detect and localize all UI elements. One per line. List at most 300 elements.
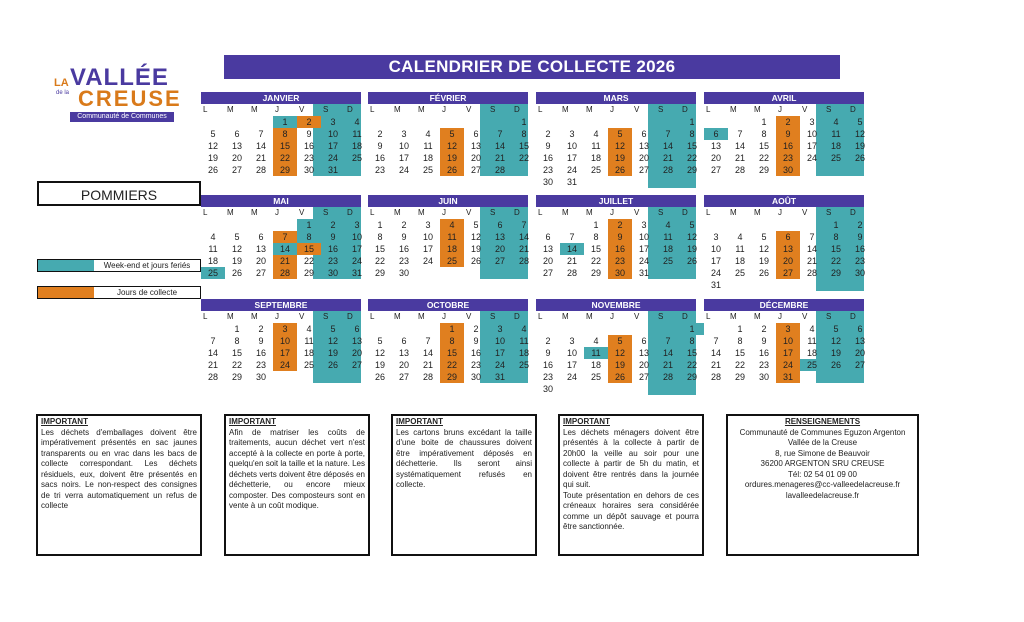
day-cell: 20 (231, 153, 242, 163)
day-cell: 18 (207, 256, 218, 266)
day-cell: 5 (210, 129, 216, 139)
collection-day: 6 (776, 231, 800, 243)
weekday-label: L (203, 312, 208, 321)
day-cell: 27 (351, 360, 362, 370)
collection-day: 22 (273, 152, 297, 164)
weekday-label: M (418, 208, 425, 217)
day-cell: 23 (854, 256, 865, 266)
info-box-dechets-verts (224, 414, 370, 556)
day-cell: 8 (689, 129, 695, 139)
day-cell: 10 (327, 129, 338, 139)
day-cell: 2 (401, 220, 407, 230)
weekday-label: M (586, 105, 593, 114)
day-cell: 10 (422, 232, 433, 242)
day-cell: 3 (497, 324, 503, 334)
day-cell: 13 (494, 232, 505, 242)
day-cell: 10 (566, 141, 577, 151)
day-cell: 22 (231, 360, 242, 370)
day-cell: 2 (473, 324, 479, 334)
weekday-label: V (802, 105, 808, 114)
day-cell: 14 (560, 243, 584, 255)
weekday-label: S (323, 105, 329, 114)
collection-day: 12 (608, 347, 632, 359)
day-cell: 11 (735, 244, 745, 254)
day-cell: 28 (422, 372, 433, 382)
day-cell: 28 (207, 372, 218, 382)
day-cell: 25 (830, 153, 841, 163)
day-cell: 27 (255, 268, 266, 278)
day-cell: 25 (201, 267, 225, 279)
day-cell: 21 (662, 153, 673, 163)
day-cell: 4 (593, 129, 599, 139)
day-cell: 3 (330, 117, 336, 127)
day-cell: 23 (327, 256, 338, 266)
month-10 (368, 299, 528, 383)
day-cell: 11 (807, 336, 817, 346)
collection-day: 12 (440, 140, 464, 152)
day-cell: 9 (473, 336, 479, 346)
day-cell: 28 (566, 268, 577, 278)
day-cell: 11 (519, 336, 529, 346)
logo-subtitle: Communauté de Communes (70, 112, 174, 122)
day-cell: 30 (398, 268, 409, 278)
day-cell: 12 (854, 129, 865, 139)
day-cell: 3 (809, 117, 815, 127)
day-cell: 25 (590, 372, 601, 382)
weekday-label: V (802, 208, 808, 217)
day-cell: 7 (210, 336, 216, 346)
day-cell: 19 (758, 256, 769, 266)
collection-day: 5 (608, 128, 632, 140)
weekday-label: V (634, 312, 640, 321)
month-header: NOVEMBRE (536, 299, 696, 311)
day-cell: 21 (710, 360, 721, 370)
weekday-label: S (490, 105, 496, 114)
day-cell: 14 (207, 348, 218, 358)
day-cell: 8 (761, 129, 767, 139)
day-cell: 18 (351, 141, 362, 151)
day-cell: 8 (833, 232, 839, 242)
brand-logo (52, 64, 182, 124)
collection-day: 5 (608, 335, 632, 347)
day-cell: 10 (806, 129, 817, 139)
day-cell: 31 (710, 280, 721, 290)
day-cell: 16 (374, 153, 385, 163)
weekday-label: L (370, 105, 375, 114)
weekday-label: V (299, 208, 305, 217)
day-cell: 1 (833, 220, 839, 230)
weekday-label: D (347, 105, 353, 114)
day-cell: 17 (566, 153, 577, 163)
month-3 (536, 92, 696, 188)
collection-day: 13 (776, 243, 800, 255)
day-cell: 24 (710, 268, 721, 278)
weekday-label: S (826, 105, 832, 114)
day-cell: 28 (518, 256, 529, 266)
day-cell: 19 (686, 244, 697, 254)
day-cell: 21 (422, 360, 433, 370)
weekday-label: D (682, 312, 688, 321)
collection-day: 24 (776, 359, 800, 371)
day-cell: 4 (833, 117, 839, 127)
day-cell: 10 (638, 232, 649, 242)
day-cell: 7 (809, 232, 815, 242)
day-cell: 31 (494, 372, 505, 382)
weekday-label: M (394, 105, 401, 114)
collection-day: 5 (440, 128, 464, 140)
weekday-label: S (490, 312, 496, 321)
month-header: JUILLET (536, 195, 696, 207)
day-cell: 21 (734, 153, 745, 163)
day-cell: 13 (638, 348, 649, 358)
day-cell: 14 (494, 141, 505, 151)
weekday-label: J (610, 105, 614, 114)
day-cell: 4 (306, 324, 312, 334)
day-cell: 30 (470, 372, 481, 382)
day-cell: 20 (854, 348, 865, 358)
weekday-label: S (658, 312, 664, 321)
day-cell: 1 (761, 117, 767, 127)
day-cell: 3 (354, 220, 360, 230)
day-cell: 23 (470, 360, 481, 370)
day-cell: 2 (330, 220, 336, 230)
day-cell: 20 (638, 360, 649, 370)
day-cell: 19 (231, 256, 242, 266)
month-header: JUIN (368, 195, 528, 207)
info-box-emballages (36, 414, 202, 556)
day-cell: 17 (398, 153, 409, 163)
day-cell: 5 (761, 232, 767, 242)
weekday-label: M (586, 208, 593, 217)
day-cell: 24 (398, 165, 409, 175)
day-cell: 29 (758, 165, 769, 175)
day-cell: 1 (737, 324, 743, 334)
weekday-label: S (826, 312, 832, 321)
day-cell: 11 (831, 129, 841, 139)
weekday-label: M (251, 312, 258, 321)
weekday-label: L (706, 312, 711, 321)
month-5 (201, 195, 361, 279)
day-cell: 15 (686, 348, 697, 358)
day-cell: 6 (704, 128, 728, 140)
day-cell: 23 (542, 165, 553, 175)
day-cell: 15 (824, 243, 848, 255)
collection-day: 17 (273, 347, 297, 359)
day-cell: 7 (665, 129, 671, 139)
day-cell: 15 (518, 141, 529, 151)
day-cell: 9 (545, 141, 551, 151)
day-cell: 2 (258, 324, 264, 334)
collection-day: 31 (776, 371, 800, 383)
collection-day: 9 (608, 231, 632, 243)
day-cell: 3 (401, 129, 407, 139)
day-cell: 18 (422, 153, 433, 163)
weekday-label: D (850, 208, 856, 217)
weekday-label: M (251, 105, 258, 114)
collection-day: 26 (608, 164, 632, 176)
day-cell: 14 (662, 141, 673, 151)
weekday-label: D (347, 312, 353, 321)
collection-day: 11 (440, 231, 464, 243)
info-box-cartons (391, 414, 537, 556)
day-cell: 16 (854, 244, 865, 254)
day-cell: 23 (255, 360, 266, 370)
day-cell: 16 (398, 244, 409, 254)
legend-weekend (37, 259, 201, 272)
day-cell: 27 (494, 256, 505, 266)
day-cell: 8 (689, 336, 695, 346)
weekday-label: M (730, 312, 737, 321)
day-cell: 29 (686, 165, 697, 175)
day-cell: 3 (425, 220, 431, 230)
day-cell: 28 (662, 165, 673, 175)
info-box-horaires (558, 414, 704, 556)
day-cell: 23 (758, 360, 769, 370)
day-cell: 7 (665, 336, 671, 346)
day-cell: 25 (303, 360, 314, 370)
collection-day: 2 (297, 116, 321, 128)
day-cell: 8 (297, 231, 321, 243)
weekday-label: V (802, 312, 808, 321)
collection-day: 9 (776, 128, 800, 140)
day-cell: 5 (330, 324, 336, 334)
day-cell: 18 (518, 348, 529, 358)
day-cell: 25 (734, 268, 745, 278)
day-cell: 14 (422, 348, 433, 358)
weekday-label: L (706, 105, 711, 114)
collection-day: 1 (440, 323, 464, 335)
weekday-label: J (275, 208, 279, 217)
day-cell: 8 (521, 129, 527, 139)
day-cell: 25 (800, 359, 824, 371)
weekday-label: M (562, 105, 569, 114)
day-cell: 17 (638, 244, 649, 254)
day-cell: 10 (494, 336, 505, 346)
day-cell: 2 (545, 129, 551, 139)
day-cell: 4 (521, 324, 527, 334)
day-cell: 25 (422, 165, 433, 175)
day-cell: 5 (833, 324, 839, 334)
day-cell: 20 (255, 256, 266, 266)
day-cell: 30 (303, 165, 314, 175)
month-7 (536, 195, 696, 279)
day-cell: 10 (710, 244, 721, 254)
day-cell: 17 (327, 141, 338, 151)
day-cell: 4 (354, 117, 360, 127)
day-cell: 18 (590, 153, 601, 163)
day-cell: 20 (470, 153, 481, 163)
weekday-label: V (466, 105, 472, 114)
collection-day: 23 (608, 255, 632, 267)
day-cell: 24 (566, 165, 577, 175)
collection-day: 27 (776, 267, 800, 279)
month-9 (201, 299, 361, 383)
legend-collecte-label: Jours de collecte (116, 288, 178, 297)
collection-day: 10 (273, 335, 297, 347)
weekday-label: M (562, 208, 569, 217)
day-cell: 11 (304, 336, 314, 346)
weekday-label: M (754, 312, 761, 321)
day-cell: 14 (734, 141, 745, 151)
day-cell: 5 (377, 336, 383, 346)
day-cell: 23 (398, 256, 409, 266)
day-cell: 14 (273, 243, 297, 255)
day-cell: 7 (737, 129, 743, 139)
info-heading: IMPORTANT (563, 417, 610, 426)
day-cell: 11 (423, 141, 433, 151)
weekday-label: S (490, 208, 496, 217)
weekday-label: J (275, 312, 279, 321)
logo-la: LA (54, 77, 69, 89)
weekday-label: L (538, 312, 543, 321)
day-cell: 12 (686, 232, 697, 242)
month-4 (704, 92, 864, 176)
day-cell: 28 (255, 165, 266, 175)
day-cell: 22 (734, 360, 745, 370)
day-cell: 18 (830, 141, 841, 151)
collection-day: 8 (273, 128, 297, 140)
day-cell: 2 (761, 324, 767, 334)
day-cell: 1 (593, 220, 599, 230)
weekday-label: M (227, 208, 234, 217)
day-cell: 30 (758, 372, 769, 382)
day-cell: 17 (351, 244, 362, 254)
collection-day: 26 (608, 371, 632, 383)
day-cell: 18 (734, 256, 745, 266)
weekday-label: L (538, 105, 543, 114)
day-cell: 3 (569, 336, 575, 346)
day-cell: 1 (273, 116, 297, 128)
collection-day: 3 (776, 323, 800, 335)
day-cell: 17 (806, 141, 817, 151)
weekday-label: S (826, 208, 832, 217)
collection-day: 15 (440, 347, 464, 359)
day-cell: 16 (542, 153, 553, 163)
day-cell: 19 (327, 348, 338, 358)
day-cell: 4 (210, 232, 216, 242)
day-cell: 15 (374, 244, 385, 254)
day-cell: 16 (758, 348, 769, 358)
day-cell: 10 (566, 348, 577, 358)
day-cell: 22 (518, 153, 529, 163)
weekday-label: V (299, 105, 305, 114)
day-cell: 16 (255, 348, 266, 358)
day-cell: 16 (327, 244, 338, 254)
day-cell: 29 (303, 268, 314, 278)
day-cell: 26 (854, 153, 865, 163)
weekday-label: L (203, 105, 208, 114)
day-cell: 12 (207, 141, 218, 151)
collection-day: 17 (776, 347, 800, 359)
weekday-label: L (203, 208, 208, 217)
weekday-label: J (442, 208, 446, 217)
page-title: CALENDRIER DE COLLECTE 2026 (224, 55, 840, 79)
day-cell: 17 (422, 244, 433, 254)
day-cell: 4 (665, 220, 671, 230)
weekday-label: S (658, 105, 664, 114)
weekday-label: M (418, 105, 425, 114)
collection-day: 2 (608, 219, 632, 231)
logo-vallee: VALLÉE (70, 64, 169, 91)
legend-weekend-label: Week-end et jours feriés (103, 261, 191, 270)
day-cell: 21 (207, 360, 218, 370)
collection-day: 29 (273, 164, 297, 176)
day-cell: 1 (377, 220, 383, 230)
day-cell: 27 (398, 372, 409, 382)
weekday-label: V (634, 105, 640, 114)
day-cell: 24 (327, 153, 338, 163)
day-cell: 27 (638, 372, 649, 382)
day-cell: 7 (521, 220, 527, 230)
day-cell: 28 (806, 268, 817, 278)
day-cell: 29 (231, 372, 242, 382)
day-cell: 4 (425, 129, 431, 139)
day-cell: 12 (830, 336, 841, 346)
day-cell: 9 (761, 336, 767, 346)
weekday-label: J (610, 208, 614, 217)
day-cell: 7 (569, 232, 575, 242)
collection-day: 29 (440, 371, 464, 383)
legend-collecte-swatch (38, 287, 94, 298)
day-cell: 13 (470, 141, 481, 151)
day-cell: 20 (542, 256, 553, 266)
day-cell: 13 (398, 348, 409, 358)
legend-collecte (37, 286, 201, 299)
day-cell: 15 (231, 348, 242, 358)
info-heading: IMPORTANT (229, 417, 276, 426)
collection-day: 19 (608, 359, 632, 371)
day-cell: 11 (584, 347, 608, 359)
day-cell: 29 (686, 372, 697, 382)
day-cell: 25 (351, 153, 362, 163)
collection-day: 2 (776, 116, 800, 128)
day-cell: 27 (542, 268, 553, 278)
month-header: SEPTEMBRE (201, 299, 361, 311)
day-cell: 7 (713, 336, 719, 346)
day-cell: 15 (686, 141, 697, 151)
day-cell: 22 (303, 256, 314, 266)
collection-day: 7 (273, 231, 297, 243)
weekday-label: L (538, 208, 543, 217)
day-cell: 9 (306, 129, 312, 139)
day-cell: 21 (518, 244, 529, 254)
weekday-label: D (850, 312, 856, 321)
day-cell: 26 (231, 268, 242, 278)
day-cell: 26 (830, 360, 841, 370)
day-cell: 13 (542, 244, 553, 254)
collection-day: 20 (776, 255, 800, 267)
day-cell: 9 (545, 348, 551, 358)
collection-day: 24 (273, 359, 297, 371)
day-cell: 6 (497, 220, 503, 230)
day-cell: 21 (806, 256, 817, 266)
day-cell: 25 (590, 165, 601, 175)
collection-day: 30 (608, 267, 632, 279)
day-cell: 16 (542, 360, 553, 370)
logo-dela: de la (56, 90, 70, 96)
day-cell: 14 (710, 348, 721, 358)
day-cell: 13 (351, 336, 362, 346)
day-cell: 2 (857, 220, 863, 230)
collection-day: 15 (297, 243, 321, 255)
day-cell: 25 (518, 360, 529, 370)
day-cell: 24 (566, 372, 577, 382)
day-cell: 1 (521, 117, 527, 127)
day-cell: 5 (857, 117, 863, 127)
day-cell: 25 (662, 256, 673, 266)
day-cell: 28 (710, 372, 721, 382)
month-header: MAI (201, 195, 361, 207)
